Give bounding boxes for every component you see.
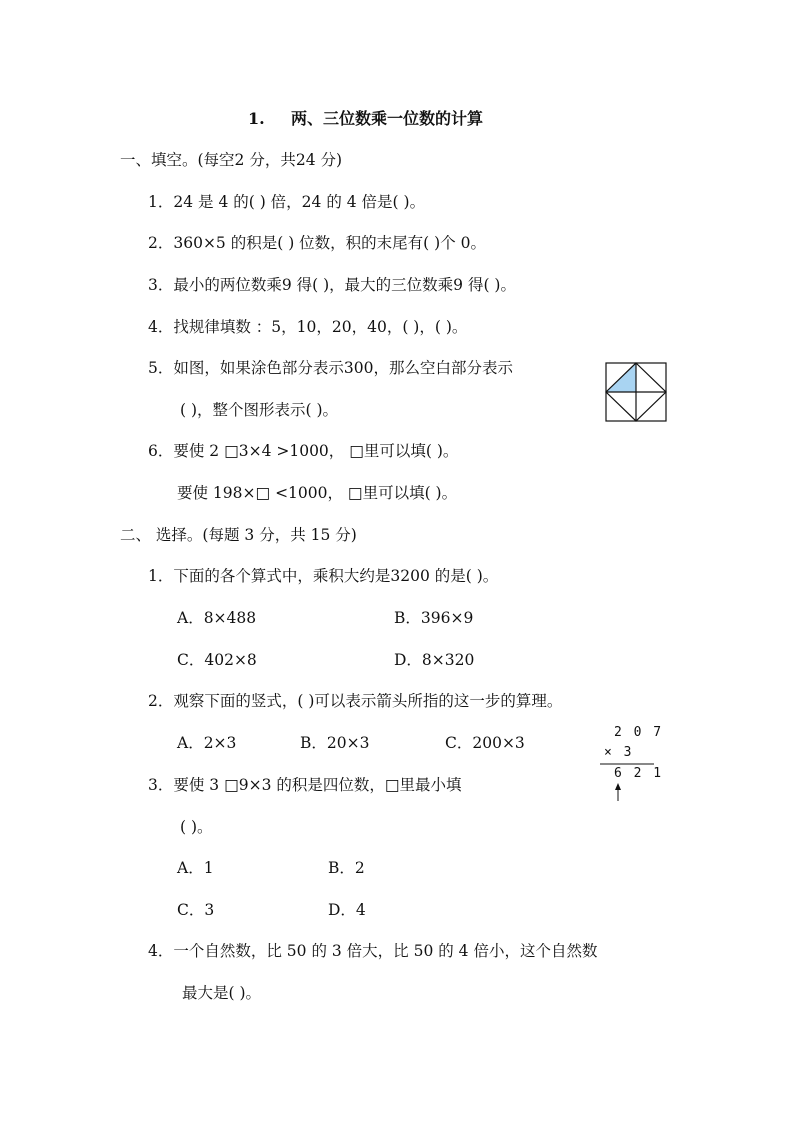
s2-q1-stem: 1．下面的各个算式中，乘积大约是3200 的是( )。: [148, 567, 499, 585]
s2-q1-option-c: C．402×8: [177, 651, 257, 669]
s1-q1: 1．24 是 4 的( ) 倍，24 的 4 倍是( )。: [148, 193, 426, 211]
s1-q5-line1: 5．如图，如果涂色部分表示300，那么空白部分表示: [148, 359, 513, 377]
s1-q6-line1: 6．要使 2 □3×4 >1000， □里可以填( )。: [148, 442, 459, 460]
s2-q3-option-d: D．4: [328, 901, 366, 919]
s2-q3-option-a: A．1: [177, 859, 214, 877]
shaded-square-figure: [605, 362, 667, 422]
s2-q2-option-b: B．20×3: [300, 734, 370, 752]
s2-q3-option-b: B．2: [328, 859, 365, 877]
s1-q6-line2: 要使 198×□ <1000， □里可以填( )。: [177, 484, 458, 502]
page-title: 两、三位数乘一位数的计算: [291, 109, 484, 128]
arrow-up-icon: [612, 782, 624, 802]
vertical-row3: 6 2 1: [614, 766, 664, 781]
s2-q2-option-c: C．200×3: [445, 734, 525, 752]
s2-q3-stem: 3．要使 3 □9×3 的积是四位数，□里最小填: [148, 776, 462, 794]
section2-heading: 二、 选择。(每题 3 分，共 15 分): [120, 526, 357, 544]
s2-q3-option-c: C．3: [177, 901, 215, 919]
s2-q4-line2: 最大是( )。: [182, 984, 262, 1002]
s2-q2-stem: 2．观察下面的竖式，( )可以表示箭头所指的这一步的算理。: [148, 692, 563, 710]
vertical-row1: 2 0 7: [614, 725, 664, 740]
s2-q2-option-a: A．2×3: [177, 734, 237, 752]
section1-heading: 一、填空。(每空2 分，共24 分): [120, 151, 343, 169]
s1-q3: 3．最小的两位数乘9 得( )，最大的三位数乘9 得( )。: [148, 276, 516, 294]
s2-q3-blank: ( )。: [180, 818, 213, 836]
s2-q1-option-b: B．396×9: [394, 609, 474, 627]
s2-q1-option-d: D．8×320: [394, 651, 475, 669]
title-number: 1.: [248, 109, 265, 128]
vertical-row2: × 3: [604, 745, 634, 760]
s2-q1-option-a: A．8×488: [177, 609, 257, 627]
s1-q5-line2: ( )，整个图形表示( )。: [180, 401, 339, 419]
s1-q2: 2．360×5 的积是( ) 位数，积的末尾有( )个 0。: [148, 234, 486, 252]
s1-q4: 4．找规律填数 ：5，10，20，40，( )，( )。: [148, 318, 468, 336]
s2-q4-stem: 4．一个自然数，比 50 的 3 倍大，比 50 的 4 倍小，这个自然数: [148, 942, 598, 960]
